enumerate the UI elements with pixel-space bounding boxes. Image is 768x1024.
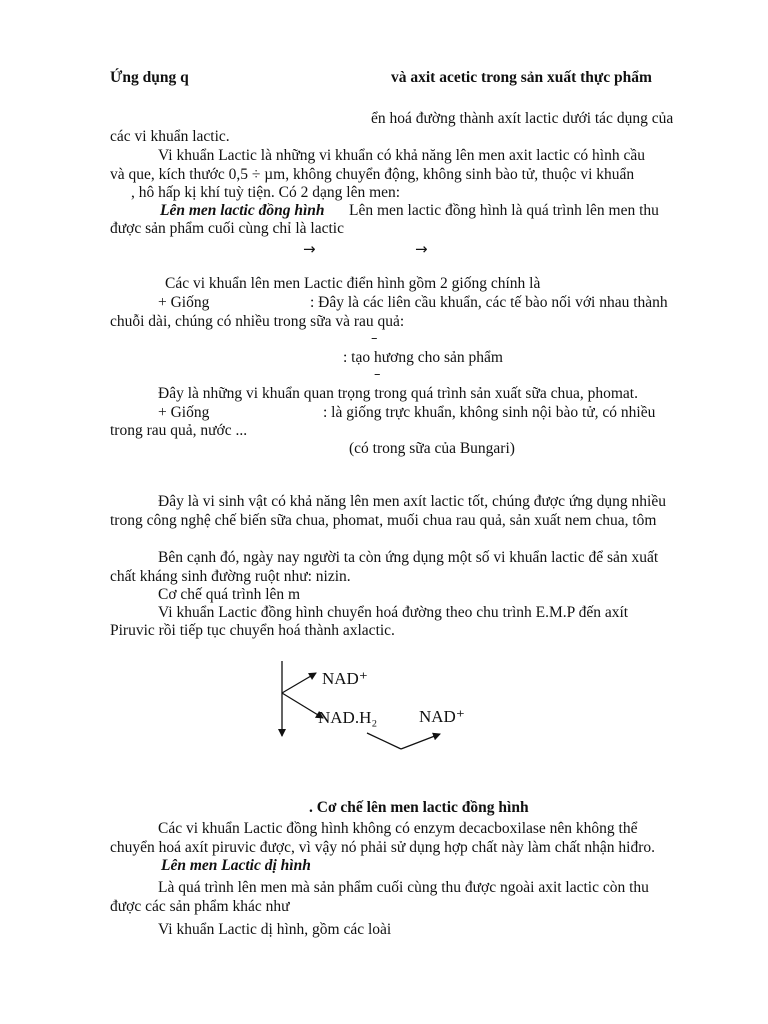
section2-line-5: Vi khuẩn Lactic dị hình, gồm các loài (158, 921, 392, 938)
text-line-17: trong công nghệ chế biến sữa chua, phomat, muối chua rau quả, sản xuất nem chua, tôm (110, 512, 657, 529)
text-line-16: Đây là vi sinh vật có khả năng lên men axít lactic tốt, chúng được ứng dụng nhiều (158, 493, 666, 510)
text-line-4: và que, kích thước 0,5 ÷ µm, không chuyển động, không sinh bào tử, thuộc vi khuẩn (110, 166, 635, 183)
text-line-5: , hô hấp kị khí tuỳ tiện. Có 2 dạng lên men: (131, 184, 401, 201)
text-line-21: Vi khuẩn Lactic đồng hình chuyển hoá đường theo chu trình E.M.P đến axít (158, 604, 629, 621)
text-line-11: : tạo hương cho sản phẩm (343, 349, 503, 366)
branch-arrow-nadh2 (282, 693, 323, 718)
text-line-1: ển hoá đường thành axít lactic dưới tác dụng của (371, 110, 674, 127)
text-line-14: trong rau quả, nước ... (110, 422, 248, 439)
label-nad-h2: NAD.H₂ (318, 708, 378, 727)
text-line-3: Vi khuẩn Lactic là những vi khuẩn có khả năng lên men axit lactic có hình cầu (158, 147, 645, 164)
title-part-2: và axit acetic trong sản xuất thực phẩm (391, 69, 652, 86)
text-line-22: Piruvic rồi tiếp tục chuyển hoá thành axlactic. (110, 622, 395, 639)
text-line-13b: : là giống trực khuẩn, không sinh nội bào tử, có nhiều (323, 404, 656, 421)
reaction-arrow-1: → (303, 240, 316, 258)
text-line-7: được sản phẩm cuối cùng chỉ là lactic (110, 220, 344, 237)
text-line-9a: + Giống (158, 294, 210, 311)
section2-line-1: Các vi khuẩn Lactic đồng hình không có enzym decacboxilase nên không thể (158, 820, 638, 837)
dash-1: – (371, 331, 378, 346)
text-line-10: chuỗi dài, chúng có nhiều trong sữa và rau quả: (110, 313, 405, 330)
text-line-6: Lên men lactic đồng hình là quá trình lên men thu (349, 202, 659, 219)
v-arrow-left (367, 733, 401, 749)
text-line-15: (có trong sữa của Bungari) (349, 440, 515, 457)
title-part-1: Ứng dụng q (110, 69, 189, 86)
branch-arrow-nad (282, 673, 316, 693)
v-arrow-right (401, 734, 440, 749)
text-line-2: các vi khuẩn lactic. (110, 128, 230, 145)
text-line-8: Các vi khuẩn lên men Lactic điển hình gồm 2 giống chính là (165, 275, 541, 292)
text-line-9b: : Đây là các liên cầu khuẩn, các tế bào nối với nhau thành (310, 294, 668, 311)
text-line-20: Cơ chế quá trình lên m (158, 586, 301, 603)
section2-line-3: Là quá trình lên men mà sản phẩm cuối cùng thu được ngoài axit lactic còn thu (158, 879, 649, 896)
text-line-12: Đây là những vi khuẩn quan trọng trong quá trình sản xuất sữa chua, phomat. (158, 385, 638, 402)
text-line-13a: + Giống (158, 404, 210, 421)
text-line-18: Bên cạnh đó, ngày nay người ta còn ứng dụng một số vi khuẩn lactic để sản xuất (158, 549, 659, 566)
label-nad-plus-2: NAD⁺ (419, 707, 465, 726)
subheading-heterofermentative: Lên men Lactic dị hình (161, 857, 311, 874)
dash-2: – (374, 367, 381, 382)
section-heading-mechanism: . Cơ chế lên men lactic đồng hình (309, 799, 529, 816)
section2-line-2: chuyển hoá axít piruvic được, vì vậy nó phải sử dụng hợp chất này làm chất nhận hiđro. (110, 839, 655, 856)
label-nad-plus-1: NAD⁺ (322, 669, 368, 688)
text-line-19: chất kháng sinh đường ruột như: nizin. (110, 568, 351, 585)
section2-line-4: được các sản phẩm khác như (110, 898, 290, 915)
subheading-homofermentative: Lên men lactic đồng hình (160, 202, 325, 219)
reaction-arrow-2: → (415, 240, 428, 258)
